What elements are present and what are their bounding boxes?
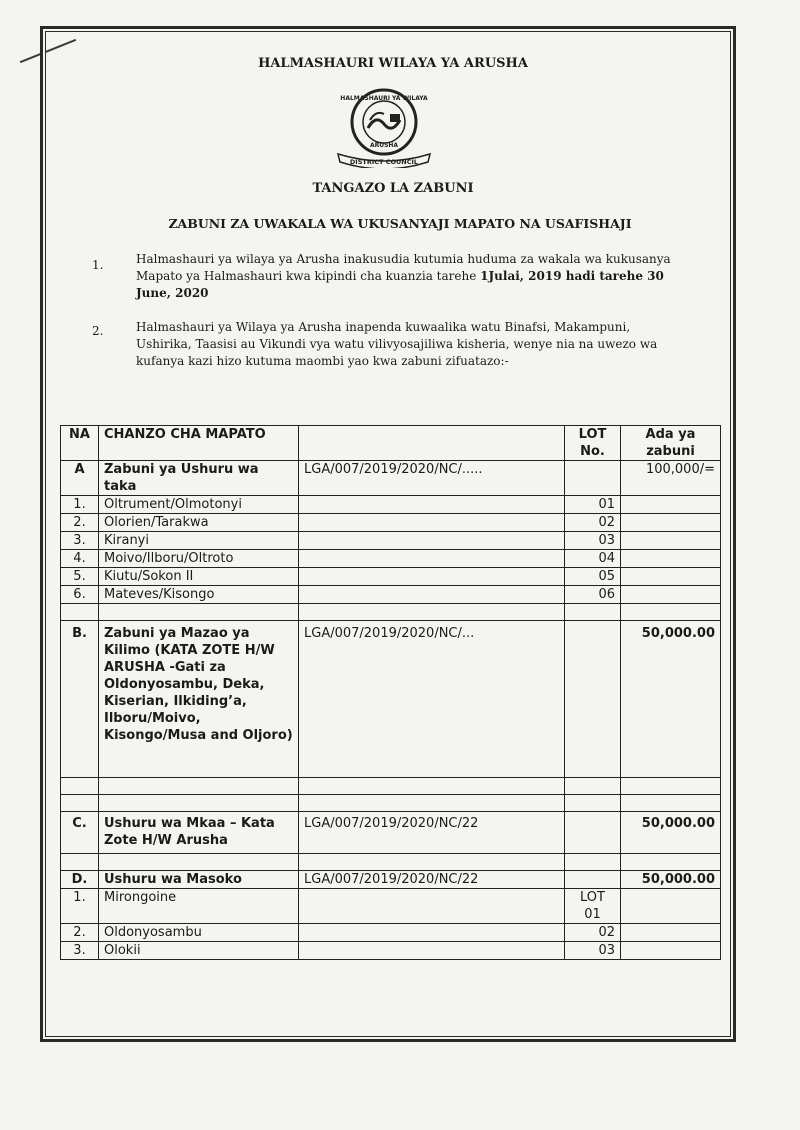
tender-fee: 50,000.00 xyxy=(621,871,721,889)
council-seal-logo xyxy=(332,84,436,168)
paragraph-1: Halmashauri ya wilaya ya Arusha inakusudia kutumia huduma za wakala wa kukusanya Mapato ya Halmashauri kwa kipindi cha kuanzia tarehe 1Julai, 2019 hadi tarehe 30 June, 2020 xyxy=(136,252,671,300)
section-row xyxy=(61,871,721,889)
table-row: 1. Oltrument/Olmotonyi 01 xyxy=(61,496,721,514)
tender-fee: 50,000.00 xyxy=(621,621,721,778)
table-row: 6. Mateves/Kisongo 06 xyxy=(61,586,721,604)
notice-title: TANGAZO LA ZABUNI xyxy=(312,181,474,196)
section-na: D. xyxy=(61,871,99,889)
tender-reference: LGA/007/2019/2020/NC/22 xyxy=(299,871,565,889)
svg-text:ARUSHA: ARUSHA xyxy=(369,142,399,149)
paragraph-number: 1. xyxy=(92,258,104,272)
table-row: 3. Kiranyi 03 xyxy=(61,532,721,550)
table-row: 2. Oldonyosambu 02 xyxy=(61,924,721,942)
tender-fee: 50,000.00 xyxy=(621,812,721,854)
table-row: 4. Moivo/Ilboru/Oltroto 04 xyxy=(61,550,721,568)
section-row xyxy=(61,461,721,496)
svg-text:DISTRICT COUNCIL: DISTRICT COUNCIL xyxy=(349,158,419,166)
spacer-row xyxy=(61,854,721,871)
tender-table xyxy=(60,425,721,960)
table-row: 5. Kiutu/Sokon II 05 xyxy=(61,568,721,586)
section-na: C. xyxy=(61,812,99,854)
spacer-row xyxy=(61,795,721,812)
header-ref xyxy=(299,426,565,461)
tender-reference: LGA/007/2019/2020/NC/..... xyxy=(299,461,565,496)
table-row: 2. Olorien/Tarakwa 02 xyxy=(61,514,721,532)
spacer-row xyxy=(61,778,721,795)
section-title: Ushuru wa Masoko xyxy=(99,871,299,889)
tender-fee: 100,000/= xyxy=(621,461,721,496)
tender-reference: LGA/007/2019/2020/NC/22 xyxy=(299,812,565,854)
section-title: Zabuni ya Ushuru wa taka xyxy=(99,461,299,496)
section-row xyxy=(61,621,721,778)
table-row: 1. Mirongoine LOT 01 xyxy=(61,889,721,924)
notice-subtitle: ZABUNI ZA UWAKALA WA UKUSANYAJI MAPATO NA USAFISHAJI xyxy=(168,216,632,231)
header-source: CHANZO CHA MAPATO xyxy=(99,426,299,461)
section-title: Zabuni ya Mazao ya Kilimo (KATA ZOTE H/W ARUSHA -Gati za Oldonyosambu, Deka, Kiserian, Ilkiding’a, Ilboru/Moivo, Kisongo/Musa and Oljoro) xyxy=(99,621,299,778)
table-header-row xyxy=(61,426,721,461)
header-lot: LOT No. xyxy=(565,426,621,461)
section-row xyxy=(61,812,721,854)
tender-reference: LGA/007/2019/2020/NC/... xyxy=(299,621,565,778)
svg-text:HALMASHAURI YA WILAYA: HALMASHAURI YA WILAYA xyxy=(340,95,428,102)
section-na: B. xyxy=(61,621,99,778)
council-title: HALMASHAURI WILAYA YA ARUSHA xyxy=(258,56,528,71)
section-na: A xyxy=(61,461,99,496)
spacer-row xyxy=(61,604,721,621)
paragraph-2: Halmashauri ya Wilaya ya Arusha inapenda kuwaalika watu Binafsi, Makampuni, Ushirika, Taasisi au Vikundi vya watu vilivyosajiliwa kisheria, wenye nia na uwezo wa kufanya kazi hizo kutuma maombi yao kwa zabuni zifuatazo:- xyxy=(136,320,658,368)
paragraph-number: 2. xyxy=(92,324,104,338)
header-fee: Ada ya zabuni xyxy=(621,426,721,461)
section-title: Ushuru wa Mkaa – Kata Zote H/W Arusha xyxy=(99,812,299,854)
header-na: NA xyxy=(61,426,99,461)
table-row: 3. Olokii 03 xyxy=(61,942,721,960)
